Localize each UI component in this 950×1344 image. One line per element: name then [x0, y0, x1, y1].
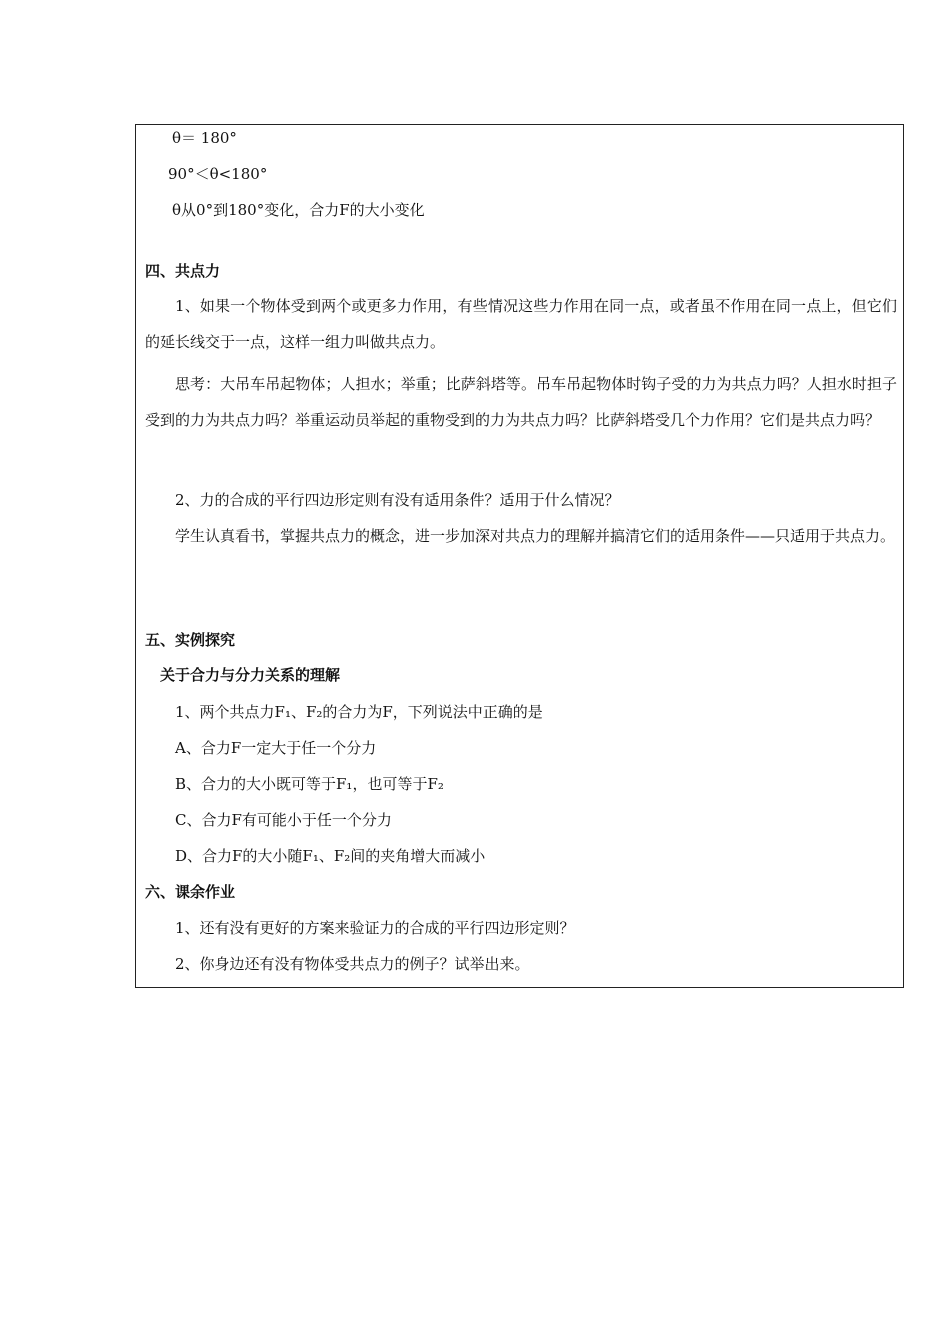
homework-item-2: 2、你身边还有没有物体受共点力的例子？试举出来。	[175, 955, 530, 973]
option-c: C、合力F有可能小于任一个分力	[175, 811, 392, 829]
section-4-paragraph-students: 学生认真看书，掌握共点力的概念，进一步加深对共点力的理解并搞清它们的适用条件——只适用于共点力。	[175, 527, 896, 545]
option-d: D、合力F的大小随F₁、F₂间的夹角增大而减小	[175, 847, 486, 865]
option-a: A、合力F一定大于任一个分力	[175, 739, 377, 757]
option-b: B、合力的大小既可等于F₁，也可等于F₂	[175, 775, 444, 793]
section-5-heading: 五、实例探究	[145, 631, 236, 649]
theta-equals-180: θ＝ 180°	[172, 129, 237, 147]
section-4-paragraph-1: 1、如果一个物体受到两个或更多力作用，有些情况这些力作用在同一点，或者虽不作用在同一点上，但它们的延长线交于一点，这样一组力叫做共点力。	[145, 297, 897, 351]
section-5-subheading: 关于合力与分力关系的理解	[160, 666, 341, 684]
section-4-paragraph-2: 2、力的合成的平行四边形定则有没有适用条件？适用于什么情况？	[175, 491, 620, 509]
section-4-heading: 四、共点力	[145, 262, 221, 280]
section-4-paragraph-thinking: 思考：大吊车吊起物体；人担水；举重；比萨斜塔等。吊车吊起物体时钩子受的力为共点力吗？人担水时担子受到的力为共点力吗？举重运动员举起的重物受到的力为共点力吗？比萨斜塔受几个力作用？它们是共点力吗？	[145, 375, 897, 429]
example-question: 1、两个共点力F₁、F₂的合力为F，下列说法中正确的是	[175, 703, 543, 721]
theta-range-90-180: 90°＜θ<180°	[168, 165, 268, 183]
theta-change-statement: θ从0°到180°变化，合力F的大小变化	[172, 201, 425, 219]
homework-item-1: 1、还有没有更好的方案来验证力的合成的平行四边形定则？	[175, 919, 575, 937]
section-6-heading: 六、课余作业	[145, 883, 236, 901]
